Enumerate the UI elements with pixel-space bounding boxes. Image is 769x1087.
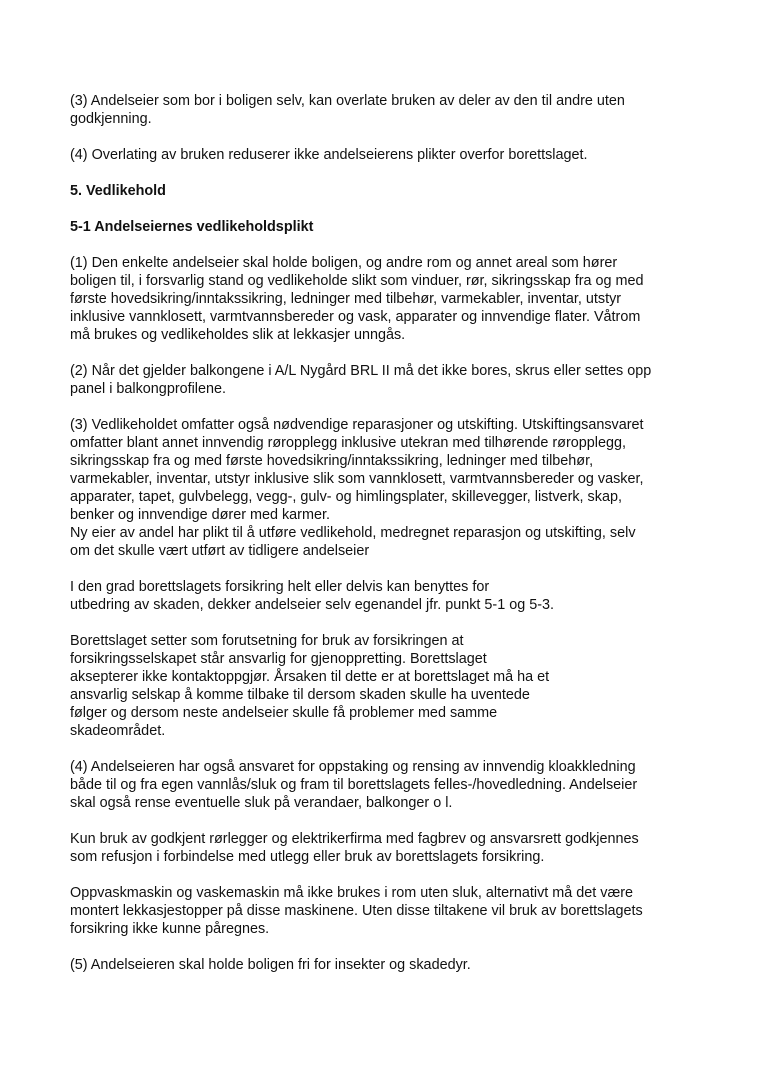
text-line: forsikring ikke kunne påregnes. <box>70 921 270 937</box>
text-line: montert lekkasjestopper på disse maskinene. Uten disse tiltakene vil bruk av borettslagets <box>70 903 643 919</box>
text-line: ansvarlig selskap å komme tilbake til dersom skaden skulle ha uventede <box>70 687 530 703</box>
text-line: forsikringsselskapet står ansvarlig for gjenoppretting. Borettslaget <box>70 651 487 667</box>
paragraph <box>70 830 710 866</box>
text-line: Borettslaget setter som forutsetning for bruk av forsikringen at <box>70 633 464 649</box>
text-line: godkjenning. <box>70 111 152 127</box>
text-line: følger og dersom neste andelseier skulle få problemer med samme <box>70 705 498 721</box>
text-line: (3) Andelseier som bor i boligen selv, kan overlate bruken av deler av den til andre uten <box>70 93 625 109</box>
text-line: I den grad borettslagets forsikring helt eller delvis kan benyttes for <box>70 579 490 595</box>
text-line: inklusive vannklosett, varmtvannsbereder og vask, apparater og innvendige flater. Våtrom <box>70 309 641 325</box>
text-line: skadeområdet. <box>70 723 166 739</box>
text-line: (3) Vedlikeholdet omfatter også nødvendige reparasjoner og utskifting. Utskiftingsansvaret <box>70 417 644 433</box>
paragraph <box>70 884 710 938</box>
paragraph <box>70 146 710 164</box>
text-line: (4) Andelseieren har også ansvaret for oppstaking og rensing av innvendig kloakkledning <box>70 759 636 775</box>
section-heading <box>70 182 710 200</box>
document-body <box>70 92 710 992</box>
text-line: sikringsskap fra og med første hovedsikring/inntakssikring, ledninger med tilbehør, <box>70 453 594 469</box>
paragraph <box>70 92 710 128</box>
text-line: panel i balkongprofilene. <box>70 381 227 397</box>
text-line: benker og innvendige dører med karmer. <box>70 507 330 523</box>
paragraph <box>70 578 710 614</box>
text-line: 5-1 Andelseiernes vedlikeholdsplikt <box>70 219 314 235</box>
text-line: varmekabler, inventar, utstyr inklusive slik som vannklosett, varmtvannsbereder og vasker, <box>70 471 644 487</box>
text-line: utbedring av skaden, dekker andelseier selv egenandel jfr. punkt 5-1 og 5-3. <box>70 597 554 613</box>
paragraph <box>70 758 710 812</box>
text-line: aksepterer ikke kontaktoppgjør. Årsaken til dette er at borettslaget må ha et <box>70 669 550 685</box>
text-line: boligen til, i forsvarlig stand og vedlikeholde slikt som vinduer, rør, sikringsskap fra og med <box>70 273 644 289</box>
text-line: (2) Når det gjelder balkongene i A/L Nygård BRL II må det ikke bores, skrus eller settes opp <box>70 363 652 379</box>
text-line: (1) Den enkelte andelseier skal holde boligen, og andre rom og annet areal som hører <box>70 255 618 271</box>
text-line: (4) Overlating av bruken reduserer ikke andelseierens plikter overfor borettslaget. <box>70 147 588 163</box>
paragraph <box>70 416 710 560</box>
text-line: omfatter blant annet innvendig røropplegg inklusive utekran med tilhørende røropplegg, <box>70 435 626 451</box>
paragraph <box>70 956 710 974</box>
paragraph <box>70 362 710 398</box>
text-line: (5) Andelseieren skal holde boligen fri for insekter og skadedyr. <box>70 957 471 973</box>
text-line: både til og fra egen vannlås/sluk og fram til borettslagets felles-/hovedledning. Andelseier <box>70 777 638 793</box>
text-line: Ny eier av andel har plikt til å utføre vedlikehold, medregnet reparasjon og utskifting, selv <box>70 525 636 541</box>
text-line: Oppvaskmaskin og vaskemaskin må ikke brukes i rom uten sluk, alternativt må det være <box>70 885 634 901</box>
text-line: som refusjon i forbindelse med utlegg eller bruk av borettslagets forsikring. <box>70 849 545 865</box>
text-line: skal også rense eventuelle sluk på verandaer, balkonger o l. <box>70 795 453 811</box>
text-line: Kun bruk av godkjent rørlegger og elektrikerfirma med fagbrev og ansvarsrett godkjennes <box>70 831 639 847</box>
text-line: apparater, tapet, gulvbelegg, vegg-, gulv- og himlingsplater, skillevegger, listverk, skap, <box>70 489 622 505</box>
text-line: må brukes og vedlikeholdes slik at lekkasjer unngås. <box>70 327 406 343</box>
section-heading <box>70 218 710 236</box>
text-line: om det skulle vært utført av tidligere andelseier <box>70 543 370 559</box>
paragraph <box>70 632 710 740</box>
paragraph <box>70 254 710 344</box>
text-line: 5. Vedlikehold <box>70 183 166 199</box>
text-line: første hovedsikring/inntakssikring, ledninger med tilbehør, varmekabler, inventar, utstyr <box>70 291 622 307</box>
